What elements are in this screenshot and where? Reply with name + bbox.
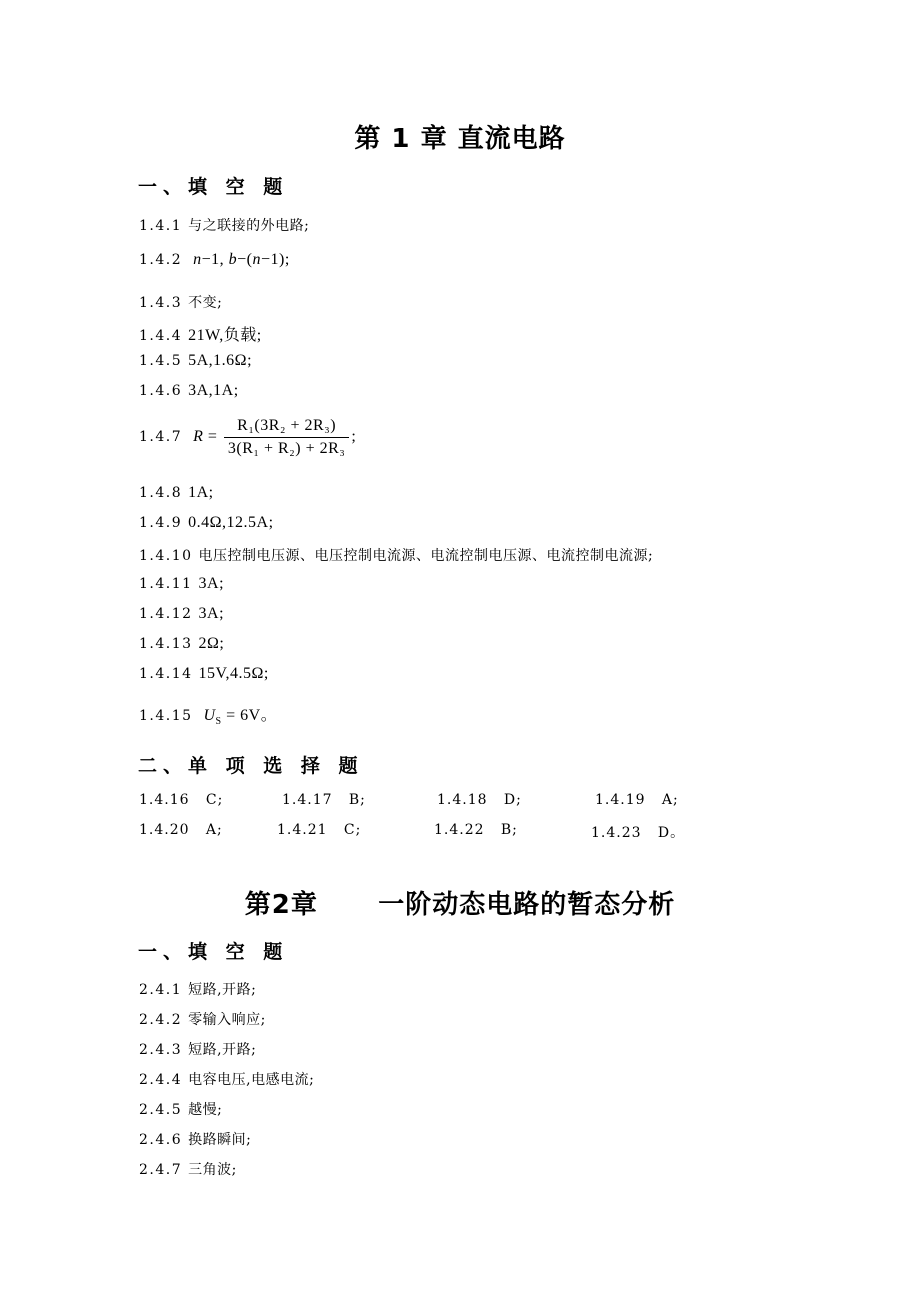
answer-number: 2.4.6 [139, 1132, 183, 1148]
answer-1-4-4 [139, 322, 262, 345]
answer-2-4-2 [139, 1009, 266, 1029]
answer-number: 1.4.1 [139, 218, 183, 234]
math-part: = 6V [226, 707, 261, 724]
answer-text: 3A,1A; [188, 382, 239, 399]
answer-number: 1.4.4 [139, 328, 183, 344]
section-fill-blank-title: 一、填 空 题 [138, 176, 289, 198]
answer-text: 短路,开路; [188, 982, 257, 998]
choice-1-4-18 [437, 792, 522, 808]
answer-2-4-6 [139, 1129, 251, 1149]
answer-text: 5A,1.6Ω; [188, 352, 253, 369]
answer-1-4-12 [139, 605, 224, 623]
choice-number: 1.4.16 [139, 792, 190, 808]
fraction-numerator: R₁(3R₂ + 2R₃) [224, 417, 349, 438]
choice-number: 1.4.23 [591, 825, 642, 841]
chapter-2-title: 第2章 一阶动态电路的暂态分析 [244, 890, 676, 920]
answer-1-4-14 [139, 665, 269, 683]
answer-number: 1.4.7 [139, 429, 183, 446]
answer-1-4-5 [139, 352, 252, 370]
answer-text: 3A; [198, 575, 225, 592]
answer-1-4-9 [139, 514, 274, 532]
answer-number: 2.4.2 [139, 1012, 183, 1028]
answer-number: 2.4.7 [139, 1162, 183, 1178]
math-end: ; [284, 251, 290, 268]
answer-1-4-8 [139, 484, 214, 502]
answer-2-4-1 [139, 979, 256, 999]
answer-text: 15V,4.5Ω; [198, 665, 269, 682]
answer-text: 2Ω; [198, 635, 225, 652]
math-part: −( [237, 251, 253, 268]
choice-number: 1.4.21 [277, 822, 328, 838]
chapter-1-title: 第 1 章 直流电路 [354, 124, 566, 154]
answer-formula [193, 417, 357, 457]
math-var: U [203, 707, 216, 724]
answer-1-4-11 [139, 575, 224, 593]
answer-number: 1.4.9 [139, 515, 183, 531]
answer-text: 电压控制电压源、电压控制电流源、电流控制电压源、电流控制电流源; [198, 548, 654, 564]
answer-number: 1.4.15 [139, 708, 193, 724]
answer-1-4-15 [139, 702, 277, 727]
answer-number: 1.4.6 [139, 383, 183, 399]
answer-text: 电容电压,电感电流; [188, 1072, 315, 1088]
section-fill-blank-title-ch2: 一、填 空 题 [138, 941, 289, 963]
answer-number: 2.4.1 [139, 982, 183, 998]
math-end: 。 [260, 707, 278, 724]
answer-text: 不变; [188, 295, 223, 311]
answer-1-4-6 [139, 382, 239, 400]
answer-2-4-5 [139, 1099, 222, 1119]
choice-1-4-16 [139, 792, 223, 808]
answer-number: 2.4.3 [139, 1042, 183, 1058]
answer-text: 换路瞬间; [188, 1132, 252, 1148]
answer-text: 3A; [198, 605, 225, 622]
fraction-denominator: 3(R₁ + R₂) + 2R₃ [227, 440, 346, 457]
answer-2-4-4 [139, 1069, 314, 1089]
answer-number: 2.4.5 [139, 1102, 183, 1118]
answer-text: 越慢; [188, 1102, 223, 1118]
answer-number: 2.4.4 [139, 1072, 183, 1088]
answer-1-4-3 [139, 292, 222, 312]
choice-1-4-21 [277, 822, 361, 838]
answer-number: 1.4.13 [139, 636, 193, 652]
answer-formula [193, 251, 290, 268]
answer-number: 1.4.14 [139, 666, 193, 682]
answer-number: 1.4.2 [139, 252, 183, 268]
math-part: −1 [201, 251, 220, 268]
choice-answer: D。 [657, 825, 686, 841]
math-var: n [252, 251, 261, 268]
section-single-choice-title: 二、单 项 选 择 题 [138, 755, 364, 777]
answer-number: 1.4.11 [139, 576, 193, 592]
answer-text: 1A; [188, 484, 214, 501]
math-equals: = [207, 428, 218, 446]
choice-answer: B; [500, 822, 518, 838]
choice-number: 1.4.20 [139, 822, 190, 838]
math-var: b [228, 251, 238, 268]
answer-number: 1.4.12 [139, 606, 193, 622]
answer-number: 1.4.5 [139, 353, 183, 369]
answer-text: 三角波; [188, 1162, 237, 1178]
choice-number: 1.4.18 [437, 792, 488, 808]
choice-1-4-20 [139, 822, 223, 838]
choice-1-4-17 [282, 792, 366, 808]
choice-1-4-23 [591, 822, 685, 842]
math-subscript: S [215, 716, 222, 728]
answer-1-4-2 [139, 251, 290, 269]
choice-answer: B; [348, 792, 366, 808]
answer-1-4-13 [139, 635, 224, 653]
math-part: −1) [260, 251, 285, 268]
answer-number: 1.4.8 [139, 485, 183, 501]
choice-number: 1.4.17 [282, 792, 333, 808]
answer-1-4-10 [139, 545, 653, 565]
answer-text: 零输入响应; [188, 1012, 266, 1028]
answer-formula [203, 707, 278, 728]
answer-number: 1.4.10 [139, 548, 193, 564]
answer-2-4-7 [139, 1159, 237, 1179]
choice-answer: C; [343, 822, 362, 838]
choice-1-4-19 [595, 792, 679, 808]
answer-2-4-3 [139, 1039, 256, 1059]
math-end: ; [351, 428, 357, 446]
math-var: n [193, 251, 202, 268]
answer-text: 0.4Ω,12.5A; [188, 514, 274, 531]
choice-answer: D; [503, 792, 522, 808]
choice-answer: A; [205, 822, 223, 838]
fraction [224, 417, 349, 458]
math-var: R [193, 428, 204, 446]
choice-number: 1.4.19 [595, 792, 646, 808]
choice-answer: A; [661, 792, 679, 808]
choice-answer: C; [205, 792, 224, 808]
math-sep: , [219, 251, 225, 268]
answer-text: 21W,负载; [188, 327, 262, 344]
answer-number: 1.4.3 [139, 295, 183, 311]
answer-1-4-1 [139, 215, 309, 235]
choice-number: 1.4.22 [434, 822, 485, 838]
choice-1-4-22 [434, 822, 518, 838]
answer-1-4-7 [139, 417, 356, 458]
answer-text: 短路,开路; [188, 1042, 257, 1058]
answer-text: 与之联接的外电路; [188, 218, 310, 234]
